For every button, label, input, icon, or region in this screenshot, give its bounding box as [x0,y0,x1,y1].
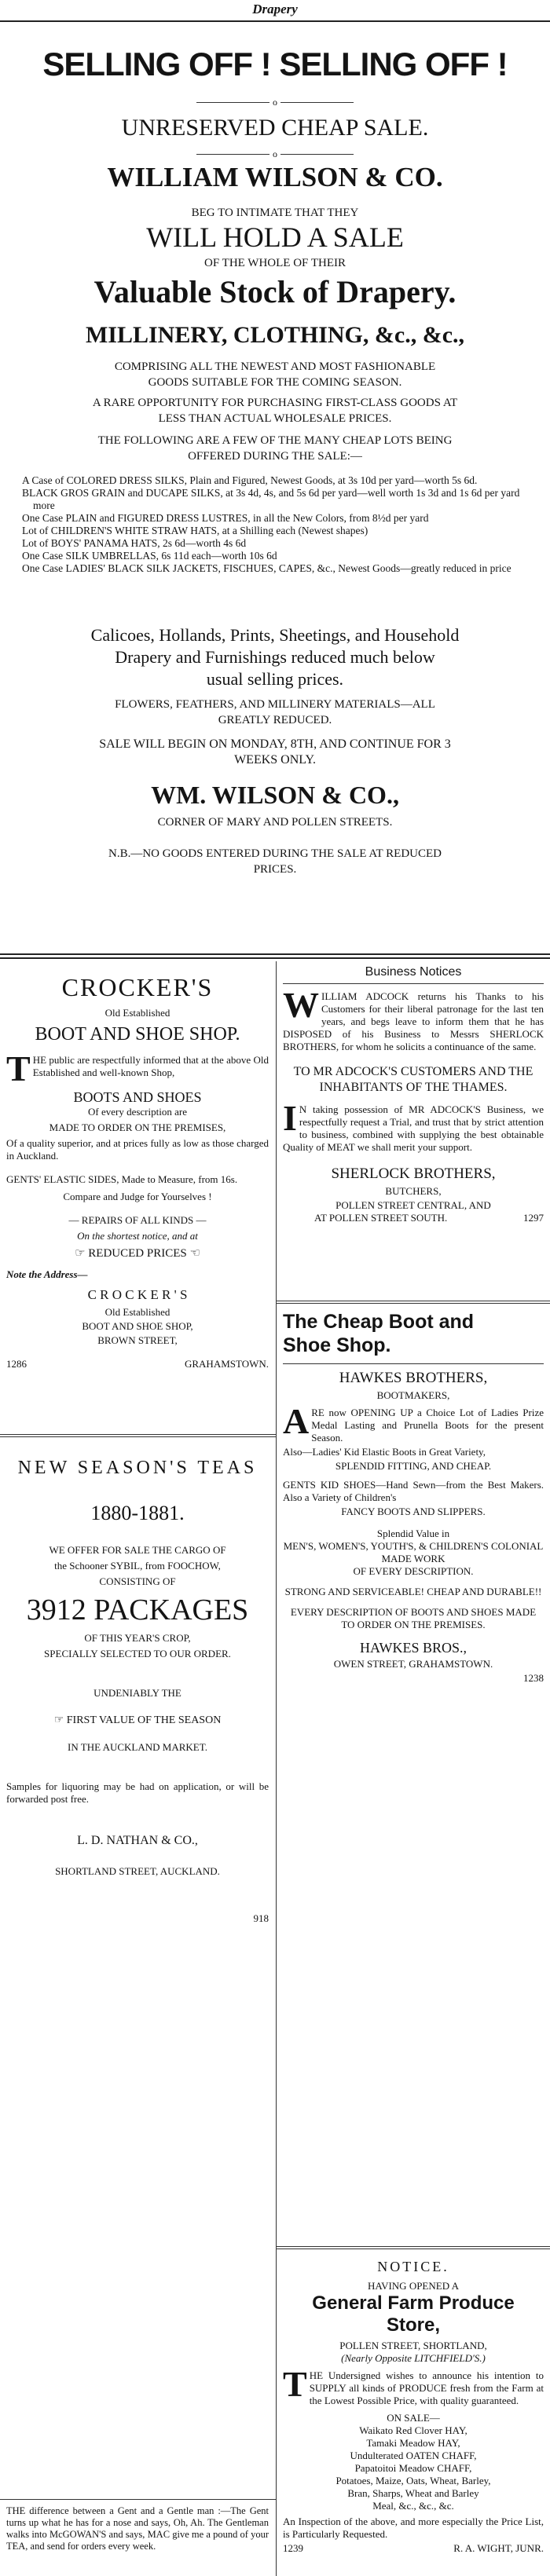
comprising-line-1: COMPRISING ALL THE NEWEST AND MOST FASHIONABLE [114,360,436,373]
ladies-kid-elastic: Also—Ladies' Kid Elastic Boots in Great Variety, [283,1446,486,1458]
section-rule [0,953,550,955]
section-heading: Drapery [252,2,298,16]
crocker-town: GRAHAMSTOWN. [184,1358,269,1370]
business-notices [283,964,544,1224]
shortest-notice: On the shortest notice, and at [77,1230,198,1242]
reduced-prices: REDUCED PRICES [88,1247,187,1260]
sherlock-address-2: AT POLLEN STREET SOUTH. [314,1212,448,1224]
teas-of-year: OF THIS YEAR'S CROP, [84,1632,191,1644]
rule [283,1363,544,1364]
sherlock-text: N taking possession of MR ADCOCK'S Business, we respectfully request a Trial, and trust that by strict attention to business, combined with supplying the best obtainable Quality of MEAT we shall merit your support. [283,1103,544,1153]
pointing-hand-icon: ☞ [53,1714,64,1726]
hawkes-bros: HAWKES BROS., [359,1640,468,1656]
lot-item: BLACK GROS GRAIN and DUCAPE SILKS, at 3s 4d, 4s, and 5s 6d per yard—well worth 1s 3d and 1s 6d per yard more [22,487,520,511]
teas-market: IN THE AUCKLAND MARKET. [68,1741,207,1753]
crocker-footer [6,1358,269,1370]
ad-rule [0,1436,276,1437]
crocker-number: 1286 [6,1358,27,1370]
crocker-address-old: Old Established [104,1306,170,1318]
notice-title: NOTICE. [377,2259,449,2274]
sale-item: Bran, Sharps, Wheat and Barley [347,2487,479,2499]
lot-item: Lot of BOYS' PANAMA HATS, 2s 6d—worth 4s 6d [22,537,247,549]
nb-line-2: PRICES. [253,863,297,876]
teas-undeniably: UNDENIABLY THE [94,1687,182,1699]
cheap-boot-title-1: The Cheap Boot and [283,1311,475,1333]
sale-item: Papatoitoi Meadow CHAFF, [354,2462,472,2474]
strong-serviceable: STRONG AND SERVICEABLE! CHEAP AND DURABLE!! [284,1586,542,1597]
teas-firm: L. D. NATHAN & CO., [77,1834,198,1847]
lot-item: One Case SILK UMBRELLAS, 6s 11d each—worth 10s 6d [22,550,277,562]
teas-offer-2: the Schooner SYBIL, from FOOCHOW, [54,1560,221,1572]
notice-signature: R. A. WIGHT, JUNR. [453,2542,544,2554]
bootmakers: BOOTMAKERS, [376,1389,450,1401]
adcock-dropcap: W [283,985,319,1025]
notice-ad [283,2259,544,2555]
gents-kid-shoes: GENTS KID SHOES—Hand Sewn—from the Best Makers. Also a Variety of Children's [283,1479,544,1503]
teas-first-value: FIRST VALUE OF THE SEASON [66,1714,222,1726]
sherlock-notice [283,1098,544,1154]
crocker-ad [6,964,269,1370]
will-hold-sale: WILL HOLD A SALE [146,221,404,253]
teas-samples: Samples for liquoring may be had on application, or will be forwarded post free. [6,1780,269,1805]
sale-item: Potatoes, Maize, Oats, Wheat, Barley, [336,2475,491,2486]
sale-item: Undulterated OATEN CHAFF, [350,2450,477,2461]
compare-and-judge: Compare and Judge for Yourselves ! [63,1191,212,1202]
crocker-shop-heading: BOOT AND SHOE SHOP. [35,1024,240,1045]
calicoes-line-2: Drapery and Furnishings reduced much below [115,647,435,667]
store-title-1: General Farm Produce [312,2292,515,2314]
lot-item: One Case PLAIN and FIGURED DRESS LUSTRES, in all the New Colors, from 8½d per yard [22,512,429,524]
of-every-description: Of every description are [88,1106,187,1118]
teas-street: SHORTLAND STREET, AUCKLAND. [55,1865,220,1877]
valuable-stock: Valuable Stock of Drapery. [94,274,456,309]
calicoes-line-1: Calicoes, Hollands, Prints, Sheetings, and Household [90,625,460,645]
unreserved-subhead: UNRESERVED CHEAP SALE. [121,115,429,141]
gents-elastic-sides: GENTS' ELASTIC SIDES, Made to Measure, from 16s. [6,1173,238,1185]
of-the-whole: OF THE WHOLE OF THEIR [204,257,346,269]
adcock-notice [283,985,544,1053]
mens-womens: MEN'S, WOMEN'S, YOUTH'S, & CHILDREN'S COLONIAL MADE WORK [283,1540,544,1564]
inspection-note: An Inspection of the above, and more especially the Price List, is Particularly Requested. [283,2516,544,2540]
note-the-address: Note the Address— [6,1268,88,1280]
store-title-2: Store, [386,2314,440,2336]
splendid-fitting: SPLENDID FITTING, AND CHEAP. [335,1460,492,1472]
calicoes-line-3: usual selling prices. [206,669,344,689]
sherlock-address-row [283,1212,544,1224]
teas-number: 918 [253,1912,269,1924]
following-lots-1: THE FOLLOWING ARE A FEW OF THE MANY CHEAP LOTS BEING [97,434,453,447]
corner-address: CORNER OF MARY AND POLLEN STREETS. [157,816,393,829]
quality-superior: Of a quality superior, and at prices fully as low as those charged in Auckland. [6,1137,269,1162]
adcock-text: ILLIAM ADCOCK returns his Thanks to his Customers for their liberal patronage for the last ten years, and begs leave to inform them that he has DISPOSED of his Business to Messrs SHERLOCK BROTHERS, for whom he solicits a continuance of the same. [283,990,544,1052]
boots-and-shoes: BOOTS AND SHOES [73,1089,202,1105]
ad-rule [0,1434,276,1435]
ad-rule [276,2246,550,2247]
top-rule [0,20,550,22]
teas-offer-1: WE OFFER FOR SALE THE CARGO OF [49,1544,226,1556]
flowers-line-1: FLOWERS, FEATHERS, AND MILLINERY MATERIALS—ALL [115,698,435,711]
owen-street: OWEN STREET, GRAHAMSTOWN. [333,1658,493,1670]
flowers-line-2: GREATLY REDUCED. [218,714,332,726]
crocker-address-shop: BOOT AND SHOE SHOP, [82,1320,193,1332]
to-adcock-customers: TO MR ADCOCK'S CUSTOMERS AND THE INHABITANTS OF THE THAMES. [293,1065,534,1094]
teas-packages: 3912 PACKAGES [26,1594,249,1626]
cheap-boot-intro-text: RE now OPENING UP a Choice Lot of Ladies Prize Medal Lasting and Prunella Boots for the present Season. [311,1407,544,1444]
sherlock-dropcap: I [283,1098,297,1138]
business-notices-title: Business Notices [365,965,462,979]
every-boots-made: EVERY DESCRIPTION OF BOOTS AND SHOES MADE TO ORDER ON THE PREMISES. [290,1606,537,1630]
cheap-boot-title-2: Shoe Shop. [283,1334,391,1356]
hawkes-brothers: HAWKES BROTHERS, [339,1370,488,1386]
comprising-line-2: GOODS SUITABLE FOR THE COMING SEASON. [148,376,402,389]
selling-off-headline: SELLING OFF ! SELLING OFF ! [42,46,508,82]
pointing-hand-icon: ☜ [189,1247,200,1260]
sale-begin-2: WEEKS ONLY. [234,753,316,767]
teas-consisting: CONSISTING OF [99,1575,176,1587]
pointing-hand-icon: ☞ [75,1247,86,1260]
nearly-opposite: (Nearly Opposite LITCHFIELD'S.) [341,2352,486,2364]
teas-first-value-row [6,1714,269,1727]
made-to-order: MADE TO ORDER ON THE PREMISES, [49,1122,226,1133]
teas-title: NEW SEASON'S TEAS [17,1458,258,1478]
undersigned-text: HE Undersigned wishes to announce his intention to SUPPLY all kinds of PRODUCE fresh from the Farm at the Lowest Possible Price, with quality guaranteed. [309,2369,544,2406]
crocker-intro [6,1048,269,1089]
crocker-title: CROCKER'S [61,973,214,1001]
gent-paragraph: THE difference between a Gent and a Gentle man :—The Gent turns up what he has for a nose and says, Oh, Ah. The Gentleman walks into McGOWAN'S and says, MAC give me a pound of your TEA, and send for orders every week. [6,2505,269,2552]
every-description: OF EVERY DESCRIPTION. [353,1565,474,1577]
teas-ad [6,1447,269,1925]
lot-item: One Case LADIES' BLACK SILK JACKETS, FISCHUES, CAPES, &c., Newest Goods—greatly reduced in price [22,562,512,574]
section-rule [0,957,550,959]
crocker-dropcap: T [6,1048,31,1089]
column-divider [276,961,277,2576]
rare-opportunity-1: A RARE OPPORTUNITY FOR PURCHASING FIRST-CLASS GOODS AT [92,397,458,409]
notice-footer [283,2542,544,2555]
cheap-boot-dropcap: A [283,1401,310,1441]
ad-rule [0,2499,276,2500]
notice-number: 1239 [283,2542,303,2554]
cheap-boot-ad [283,1310,544,1685]
sale-item: Waikato Red Clover HAY, [359,2424,468,2436]
sherlock-firm: SHERLOCK BROTHERS, [331,1165,496,1182]
lots-list [22,474,525,575]
crocker-address-street: BROWN STREET, [97,1334,178,1346]
ornament-divider: o [196,149,354,159]
lot-item: Lot of CHILDREN'S WHITE STRAW HATS, at a Shilling each (Newest shapes) [22,525,368,536]
repairs-of-all-kinds: — REPAIRS OF ALL KINDS — [68,1214,207,1226]
notice-dropcap: T [283,2364,307,2404]
crocker-old-established: Old Established [104,1007,170,1019]
millinery-clothing: MILLINERY, CLOTHING, &c., &c., [85,322,465,348]
crocker-intro-text: HE public are respectfully informed that at the above Old Established and well-known Shop, [32,1054,269,1078]
wilson-firm-name-2: WM. WILSON & CO., [151,781,399,809]
cheap-boot-number: 1238 [523,1672,544,1684]
having-opened: HAVING OPENED A [367,2280,460,2292]
cheap-boot-intro [283,1401,544,1444]
teas-selected: SPECIALLY SELECTED TO OUR ORDER. [44,1648,231,1659]
ornament-divider: o [196,97,354,107]
rule [283,983,544,984]
sherlock-address-1: POLLEN STREET CENTRAL, AND [336,1199,491,1211]
ad-rule [276,1303,550,1304]
crocker-address-title: C R O C K E R ' S [87,1287,188,1302]
undersigned-paragraph [283,2364,544,2407]
on-sale: ON SALE— [387,2412,440,2424]
beg-to-intimate: BEG TO INTIMATE THAT THEY [191,207,359,219]
nb-line-1: N.B.—NO GOODS ENTERED DURING THE SALE AT REDUCED [108,847,442,860]
pollen-street: POLLEN STREET, SHORTLAND, [339,2340,487,2351]
butchers: BUTCHERS, [385,1185,442,1197]
sale-item: Meal, &c., &c., &c. [372,2500,454,2512]
lot-item: A Case of COLORED DRESS SILKS, Plain and Figured, Newest Goods, at 3s 10d per yard—worth 5s 6d. [22,474,478,486]
reduced-prices-row [6,1246,269,1261]
teas-year: 1880-1881. [90,1502,185,1524]
sherlock-number: 1297 [523,1212,544,1224]
splendid-value: Splendid Value in [376,1528,450,1539]
sale-item: Tamaki Meadow HAY, [366,2437,460,2449]
fancy-boots: FANCY BOOTS AND SLIPPERS. [341,1506,486,1517]
sale-begin-1: SALE WILL BEGIN ON MONDAY, 8TH, AND CONTINUE FOR 3 [99,737,451,751]
following-lots-2: OFFERED DURING THE SALE:— [188,450,362,463]
rare-opportunity-2: LESS THAN ACTUAL WHOLESALE PRICES. [158,412,392,425]
wilson-firm-name: WILLIAM WILSON & CO. [107,162,443,192]
